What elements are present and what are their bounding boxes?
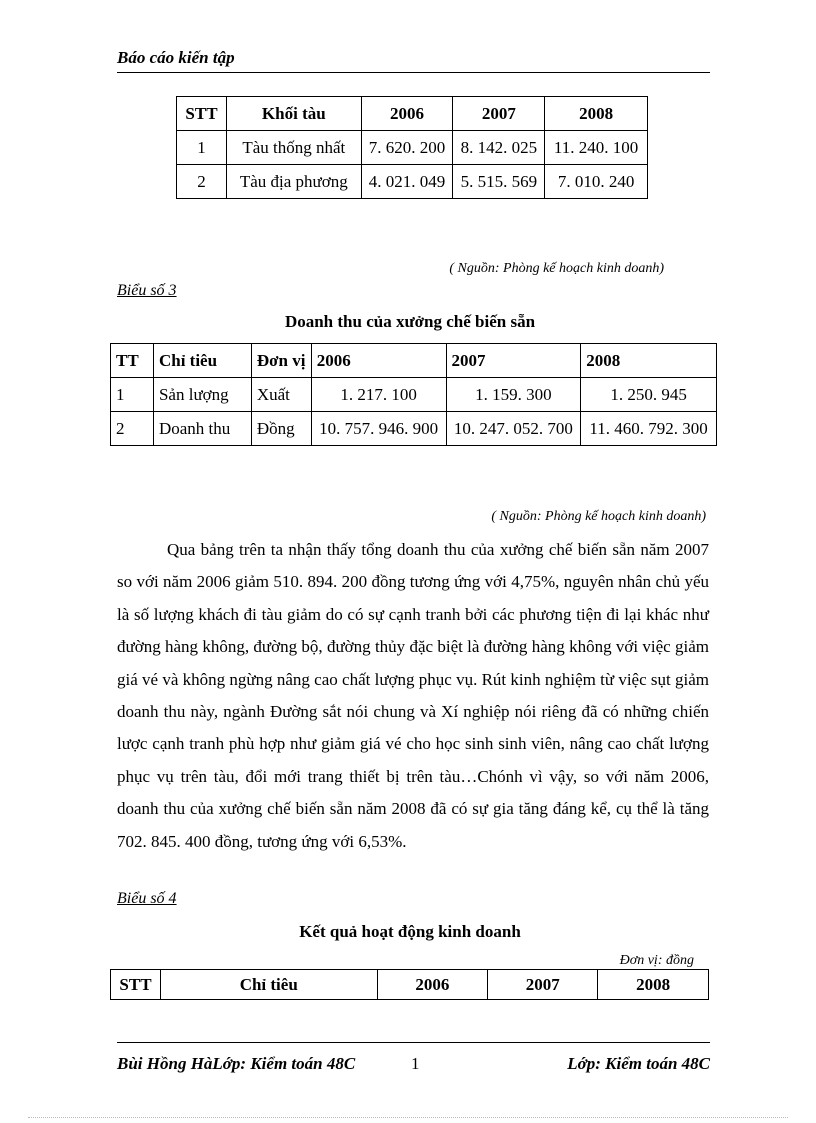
table-cell: 1 bbox=[111, 378, 154, 412]
table-header-row bbox=[111, 970, 709, 1000]
header-cell: Khối tàu bbox=[226, 97, 361, 131]
header-cell: 2008 bbox=[598, 970, 709, 1000]
footer-author: Bùi Hồng HàLớp: Kiểm toán 48C bbox=[117, 1054, 356, 1073]
table-cell: Tàu địa phương bbox=[226, 165, 361, 199]
table-cell: 1. 159. 300 bbox=[446, 378, 581, 412]
footer-class: Lớp: Kiểm toán 48C bbox=[567, 1054, 710, 1073]
page-number: 1 bbox=[411, 1054, 420, 1073]
chart4-unit: Đơn vị: đồng bbox=[619, 953, 694, 968]
header-cell: 2007 bbox=[446, 344, 581, 378]
table-row bbox=[177, 165, 648, 199]
table-business-results bbox=[110, 969, 709, 1000]
paragraph-text: Qua bảng trên ta nhận thấy tổng doanh thu của xưởng chế biến sẵn năm 2007 so với năm 2006 giảm 510. 894. 200 đồng tương ứng với 4,75%, nguyên nhân chủ yếu là số lượng khách đi tàu giảm do có sự cạnh tranh bởi các phương tiện đi lại khác như đường hàng không, đường bộ, đường thủy đặc biệt là đường hàng không với việc giảm giá vé và không ngừng nâng cao chất lượng phục vụ. Rút kinh nghiệm từ việc sụt giảm doanh thu này, ngành Đường sắt nói chung và Xí nghiệp nói riêng đã có những chiến lược cạnh tranh phù hợp như giảm giá vé cho học sinh sinh viên, nâng cao chất lượng phục vụ trên tàu, đổi mới trang thiết bị trên tàu…Chónh vì vậy, so với năm 2006, doanh thu của xưởng chế biến sẵn năm 2008 đã có sự gia tăng đáng kể, cụ thể là tăng 702. 845. 400 đồng, tương ứng với 6,53%. bbox=[117, 540, 709, 851]
header-cell: STT bbox=[177, 97, 227, 131]
header-cell: TT bbox=[111, 344, 154, 378]
table-cell: 4. 021. 049 bbox=[361, 165, 453, 199]
table-header-row bbox=[177, 97, 648, 131]
table-cell: 2 bbox=[111, 412, 154, 446]
table-cell: Doanh thu bbox=[153, 412, 251, 446]
table-train-blocks bbox=[176, 96, 648, 199]
header-cell: Chỉ tiêu bbox=[160, 970, 377, 1000]
table-row bbox=[111, 412, 717, 446]
header-cell: 2006 bbox=[377, 970, 488, 1000]
table-cell: 2 bbox=[177, 165, 227, 199]
chart3-source: ( Nguồn: Phòng kế hoạch kinh doanh) bbox=[491, 509, 706, 524]
header-cell: Đơn vị bbox=[251, 344, 311, 378]
chart4-title: Kết quả hoạt động kinh doanh bbox=[299, 922, 521, 941]
table-cell: 7. 010. 240 bbox=[545, 165, 648, 199]
table1-source: ( Nguồn: Phòng kế hoạch kinh doanh) bbox=[449, 261, 664, 276]
page-edge-dots bbox=[28, 1117, 788, 1118]
header-cell: 2008 bbox=[581, 344, 717, 378]
table-processing-revenue bbox=[110, 343, 717, 446]
header-cell: 2007 bbox=[488, 970, 598, 1000]
table-cell: 5. 515. 569 bbox=[453, 165, 545, 199]
chart4-label: Biểu số 4 bbox=[117, 890, 177, 907]
table-cell: 11. 240. 100 bbox=[545, 131, 648, 165]
table-cell: Sản lượng bbox=[153, 378, 251, 412]
page-header-title: Báo cáo kiến tập bbox=[117, 48, 235, 67]
table-cell: Xuất bbox=[251, 378, 311, 412]
header-cell: 2008 bbox=[545, 97, 648, 131]
table-cell: 1 bbox=[177, 131, 227, 165]
header-cell: Chỉ tiêu bbox=[153, 344, 251, 378]
table-cell: 1. 250. 945 bbox=[581, 378, 717, 412]
table-cell: 10. 757. 946. 900 bbox=[311, 412, 446, 446]
table-cell: Đồng bbox=[251, 412, 311, 446]
header-cell: 2006 bbox=[361, 97, 453, 131]
footer-rule bbox=[117, 1042, 710, 1043]
table-row bbox=[177, 131, 648, 165]
header-cell: STT bbox=[111, 970, 161, 1000]
header-cell: 2007 bbox=[453, 97, 545, 131]
analysis-paragraph bbox=[117, 534, 709, 858]
table-cell: 10. 247. 052. 700 bbox=[446, 412, 581, 446]
table-cell: Tàu thống nhất bbox=[226, 131, 361, 165]
header-rule bbox=[117, 72, 710, 73]
table-cell: 1. 217. 100 bbox=[311, 378, 446, 412]
table-row bbox=[111, 378, 717, 412]
table-cell: 11. 460. 792. 300 bbox=[581, 412, 717, 446]
header-cell: 2006 bbox=[311, 344, 446, 378]
table-cell: 7. 620. 200 bbox=[361, 131, 453, 165]
table-header-row bbox=[111, 344, 717, 378]
table-cell: 8. 142. 025 bbox=[453, 131, 545, 165]
chart3-title: Doanh thu của xưởng chế biến sẵn bbox=[284, 312, 536, 331]
chart3-label: Biểu số 3 bbox=[117, 282, 177, 299]
